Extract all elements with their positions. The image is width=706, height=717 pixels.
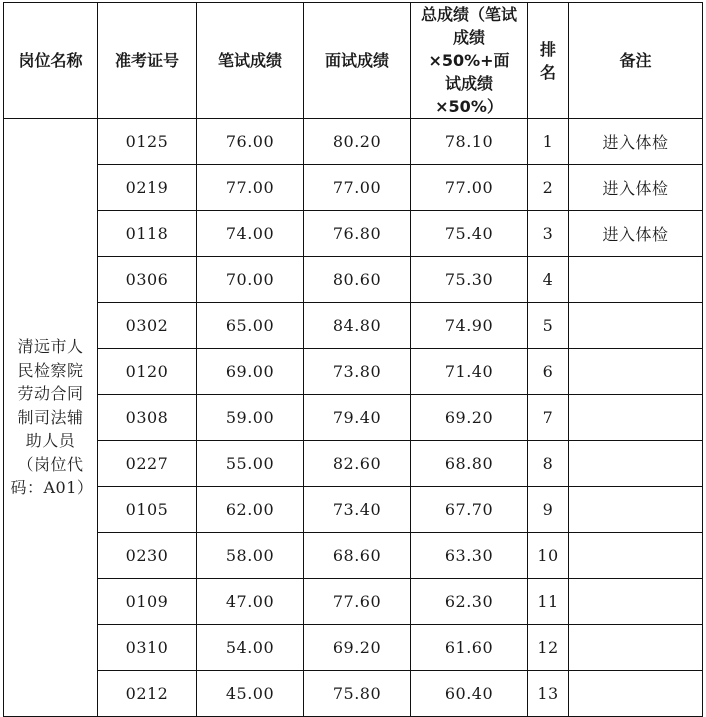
interview-score-cell: 73.40 [304,487,411,533]
interview-score-cell: 68.60 [304,533,411,579]
total-score-cell: 75.40 [411,211,528,257]
table-row [4,625,703,671]
exam-id-cell: 0118 [98,211,197,257]
position-name-cell [4,119,98,717]
exam-id-cell: 0306 [98,257,197,303]
remark-cell [569,349,703,395]
interview-score-cell: 69.20 [304,625,411,671]
written-score-cell: 59.00 [197,395,304,441]
total-score-cell: 61.60 [411,625,528,671]
header-rank [528,3,569,119]
exam-id-cell: 0302 [98,303,197,349]
total-score-cell: 78.10 [411,119,528,165]
rank-cell: 10 [528,533,569,579]
interview-score-cell: 82.60 [304,441,411,487]
total-score-cell: 74.90 [411,303,528,349]
total-score-cell: 69.20 [411,395,528,441]
header-written-score: 笔试成绩 [197,3,304,119]
rank-cell: 6 [528,349,569,395]
table-row [4,119,703,165]
header-remark: 备注 [569,3,703,119]
written-score-cell: 74.00 [197,211,304,257]
total-score-cell: 68.80 [411,441,528,487]
written-score-cell: 62.00 [197,487,304,533]
header-rank-label: 排名 [539,39,556,82]
total-score-cell: 77.00 [411,165,528,211]
interview-score-cell: 77.60 [304,579,411,625]
exam-id-cell: 0227 [98,441,197,487]
table-body [4,119,703,717]
written-score-cell: 69.00 [197,349,304,395]
written-score-cell: 70.00 [197,257,304,303]
written-score-cell: 65.00 [197,303,304,349]
remark-cell [569,441,703,487]
remark-cell: 进入体检 [569,211,703,257]
interview-score-cell: 76.80 [304,211,411,257]
table-row [4,257,703,303]
rank-cell: 5 [528,303,569,349]
written-score-cell: 77.00 [197,165,304,211]
header-total-score-label: 总成绩（笔试成绩×50%+面试成绩×50%） [421,5,518,116]
exam-id-cell: 0310 [98,625,197,671]
rank-cell: 7 [528,395,569,441]
remark-cell: 进入体检 [569,165,703,211]
rank-cell: 12 [528,625,569,671]
table-row [4,579,703,625]
interview-score-cell: 80.60 [304,257,411,303]
header-row [4,3,703,119]
rank-cell: 2 [528,165,569,211]
interview-score-cell: 73.80 [304,349,411,395]
header-position: 岗位名称 [4,3,98,119]
remark-cell [569,395,703,441]
rank-cell: 13 [528,671,569,717]
exam-id-cell: 0109 [98,579,197,625]
written-score-cell: 55.00 [197,441,304,487]
rank-cell: 9 [528,487,569,533]
exam-id-cell: 0212 [98,671,197,717]
remark-cell [569,487,703,533]
rank-cell: 8 [528,441,569,487]
header-exam-id: 准考证号 [98,3,197,119]
table-row [4,487,703,533]
remark-cell [569,625,703,671]
table-row [4,211,703,257]
written-score-cell: 58.00 [197,533,304,579]
interview-score-cell: 79.40 [304,395,411,441]
score-table [3,2,703,717]
exam-id-cell: 0219 [98,165,197,211]
interview-score-cell: 84.80 [304,303,411,349]
total-score-cell: 62.30 [411,579,528,625]
exam-id-cell: 0120 [98,349,197,395]
table-row [4,441,703,487]
total-score-cell: 60.40 [411,671,528,717]
table-row [4,533,703,579]
written-score-cell: 76.00 [197,119,304,165]
table-row [4,349,703,395]
table-row [4,303,703,349]
exam-id-cell: 0230 [98,533,197,579]
exam-id-cell: 0308 [98,395,197,441]
rank-cell: 1 [528,119,569,165]
written-score-cell: 54.00 [197,625,304,671]
interview-score-cell: 77.00 [304,165,411,211]
remark-cell [569,579,703,625]
written-score-cell: 47.00 [197,579,304,625]
interview-score-cell: 75.80 [304,671,411,717]
table-row [4,395,703,441]
exam-id-cell: 0105 [98,487,197,533]
interview-score-cell: 80.20 [304,119,411,165]
remark-cell [569,257,703,303]
table-row [4,165,703,211]
position-name: 清远市人民检察院劳动合同制司法辅助人员（岗位代码：A01） [10,337,94,498]
total-score-cell: 71.40 [411,349,528,395]
written-score-cell: 45.00 [197,671,304,717]
remark-cell [569,303,703,349]
header-total-score [411,3,528,119]
total-score-cell: 67.70 [411,487,528,533]
remark-cell: 进入体检 [569,119,703,165]
rank-cell: 11 [528,579,569,625]
rank-cell: 4 [528,257,569,303]
remark-cell [569,533,703,579]
total-score-cell: 63.30 [411,533,528,579]
header-interview-score: 面试成绩 [304,3,411,119]
total-score-cell: 75.30 [411,257,528,303]
exam-id-cell: 0125 [98,119,197,165]
rank-cell: 3 [528,211,569,257]
